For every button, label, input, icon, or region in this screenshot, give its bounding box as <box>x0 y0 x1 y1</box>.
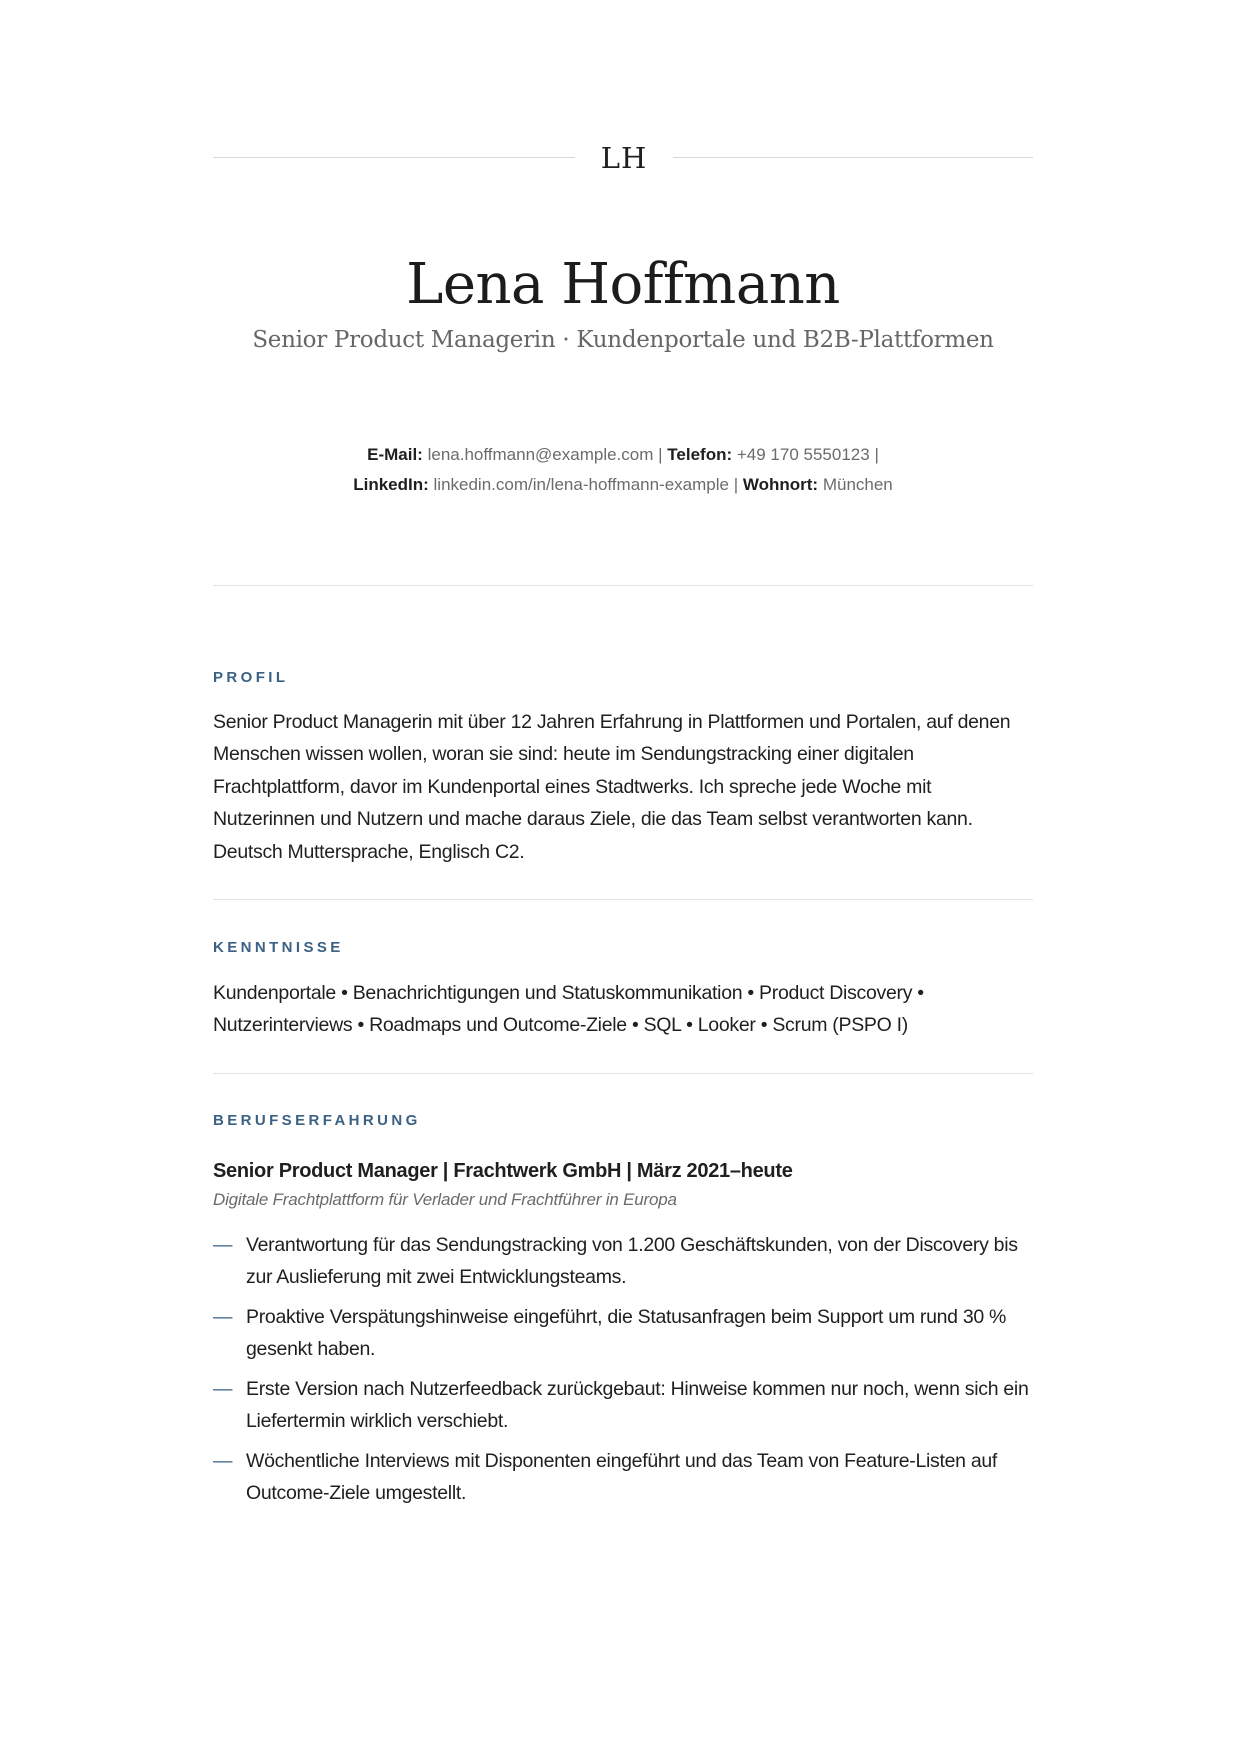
bullet-dash-icon: — <box>213 1306 233 1328</box>
contact-separator: | <box>874 445 879 464</box>
linkedin-label: LinkedIn: <box>353 475 429 494</box>
section-title-experience: BERUFSERFAHRUNG <box>213 1112 421 1129</box>
job-description: Digitale Frachtplattform für Verlader und Frachtführer in Europa <box>213 1190 677 1209</box>
bullet-text: Proaktive Verspätungshinweise eingeführt, die Statusanfragen beim Support um rund 30 % gesenkt haben. <box>246 1306 1007 1360</box>
bullet-dash-icon: — <box>213 1378 233 1400</box>
email-label: E-Mail: <box>367 445 423 464</box>
monogram-divider-left <box>213 157 575 158</box>
bullet-text: Verantwortung für das Sendungstracking von 1.200 Geschäftskunden, von der Discovery bis zur Auslieferung mit zwei Entwicklungsteams. <box>246 1234 1018 1288</box>
list-item <box>213 1302 1033 1365</box>
contact-block <box>213 440 1033 500</box>
contact-separator: | <box>658 445 663 464</box>
contact-line-2 <box>213 470 1033 500</box>
bullet-dash-icon: — <box>213 1450 233 1472</box>
candidate-subtitle: Senior Product Managerin · Kundenportale und B2B-Plattformen <box>252 327 994 353</box>
phone-value: +49 170 5550123 <box>736 445 870 464</box>
phone-label: Telefon: <box>667 445 733 464</box>
bullet-dash-icon: — <box>213 1234 233 1256</box>
profile-divider <box>213 899 1033 900</box>
job-bullet-list <box>213 1230 1033 1518</box>
section-title-skills: KENNTNISSE <box>213 939 344 956</box>
skills-divider <box>213 1073 1033 1074</box>
candidate-name: Lena Hoffmann <box>406 252 840 317</box>
monogram-divider-right <box>673 157 1033 158</box>
skills-text: Kundenportale • Benachrichtigungen und Statuskommunikation • Product Discovery • Nutzerinterviews • Roadmaps und Outcome-Ziele • SQL • Looker • Scrum (PSPO I) <box>213 982 924 1037</box>
section-title-profile: PROFIL <box>213 669 289 686</box>
job-heading: Senior Product Manager | Frachtwerk GmbH | März 2021–heute <box>213 1160 793 1182</box>
contact-line-1 <box>213 440 1033 470</box>
email-value: lena.hoffmann@example.com <box>427 445 654 464</box>
bullet-text: Wöchentliche Interviews mit Disponenten eingeführt und das Team von Feature-Listen auf Outcome-Ziele umgestellt. <box>246 1450 998 1504</box>
bullet-text: Erste Version nach Nutzerfeedback zurückgebaut: Hinweise kommen nur noch, wenn sich ein Liefertermin wirklich verschiebt. <box>246 1378 1029 1432</box>
location-value: München <box>822 475 893 494</box>
profile-text: Senior Product Managerin mit über 12 Jahren Erfahrung in Plattformen und Portalen, auf denen Menschen wissen wollen, woran sie sind: heute im Sendungstracking einer digitalen Frachtplattform, davor im Kundenportal eines Stadtwerks. Ich spreche jede Woche mit Nutzerinnen und Nutzern und mache daraus Ziele, die das Team selbst verantworten kann. Deutsch Muttersprache, Englisch C2. <box>213 711 1011 863</box>
monogram: LH <box>600 141 648 175</box>
list-item <box>213 1230 1033 1293</box>
list-item <box>213 1446 1033 1509</box>
header-divider <box>213 585 1033 586</box>
contact-separator: | <box>733 475 739 494</box>
list-item <box>213 1374 1033 1437</box>
monogram-header <box>213 138 1033 178</box>
location-label: Wohnort: <box>742 475 819 494</box>
linkedin-value: linkedin.com/in/lena-hoffmann-example <box>433 475 729 494</box>
